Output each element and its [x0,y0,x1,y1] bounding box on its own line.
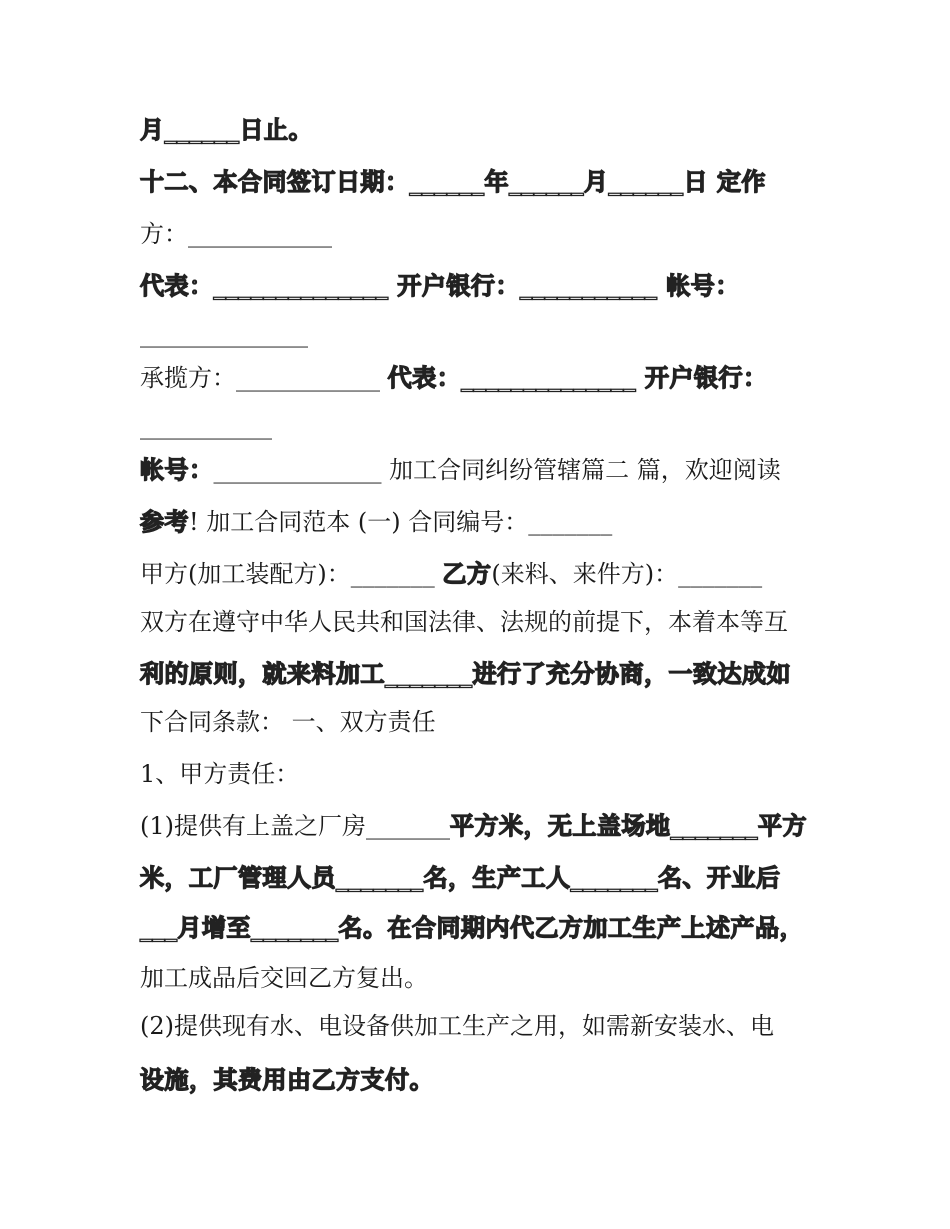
line-20-seg-1: 设施，其费用由乙方支付。 [140,1066,434,1094]
text-line-1 [140,108,820,152]
line-19-seg-1: (2)提供现有水、电设备供加工生产之用，如需新安装水、电 [140,1012,774,1040]
text-line-16 [140,856,820,900]
line-5-seg-1: ______________ [140,320,308,348]
line-1-seg-1: 月______日止。 [140,116,313,144]
line-9-seg-2: ! 加工合同范本 (一) 合同编号：_______ [189,508,613,536]
line-10-seg-2: 乙方 [442,560,492,588]
text-line-17 [140,906,820,950]
line-17-seg-1: ___月增至_______名。在合同期内代乙方加工生产上述产品， [140,914,804,942]
line-8-seg-2: ______________ 加工合同纠纷管辖篇二 篇，欢迎阅读 [213,456,781,484]
line-10-seg-3: (来料、来件方)：_______ [491,560,763,588]
text-line-11 [140,600,820,644]
line-14-seg-1: 1、甲方责任： [140,760,300,788]
text-line-7 [140,404,820,448]
text-line-2 [140,160,820,204]
text-line-9 [140,500,820,544]
line-8-seg-1: 帐号： [140,456,214,484]
text-line-10 [140,552,820,596]
line-3-seg-1: 方：____________ [140,220,332,248]
text-line-15 [140,804,820,848]
line-15-seg-2: 平方米，无上盖场地_______平方 [450,812,807,840]
line-6-seg-1: 承揽方：____________ [140,364,388,392]
line-10-seg-1: 甲方(加工装配方)：_______ [140,560,443,588]
text-line-19 [140,1004,820,1048]
text-line-8 [140,448,820,492]
text-line-4 [140,264,820,308]
text-line-6 [140,356,820,400]
line-6-seg-2: 代表：______________ 开户银行： [387,364,768,392]
text-line-5 [140,312,820,356]
line-4-seg-1: 代表：______________ 开户银行：___________ 帐号： [140,272,740,300]
line-11-seg-1: 双方在遵守中华人民共和国法律、法规的前提下，本着本等互 [140,608,788,636]
line-16-seg-1: 米，工厂管理人员_______名，生产工人_______名、开业后 [140,864,781,892]
line-2-seg-1: 十二、本合同签订日期：______年______月______日 定作 [140,168,766,196]
line-12-seg-1: 利的原则，就来料加工_______进行了充分协商，一致达成如 [140,660,791,688]
line-15-seg-1: (1)提供有上盖之厂房_______ [140,812,450,840]
text-line-18 [140,956,820,1000]
text-line-12 [140,652,820,696]
line-18-seg-1: 加工成品后交回乙方复出。 [140,964,428,992]
text-line-20 [140,1058,820,1102]
text-line-3 [140,212,820,256]
line-13-seg-1: 下合同条款： 一、双方责任 [140,708,436,736]
line-9-seg-1: 参考 [140,508,189,536]
text-line-14 [140,752,820,796]
text-line-13 [140,700,820,744]
line-7-seg-1: ___________ [140,412,272,440]
